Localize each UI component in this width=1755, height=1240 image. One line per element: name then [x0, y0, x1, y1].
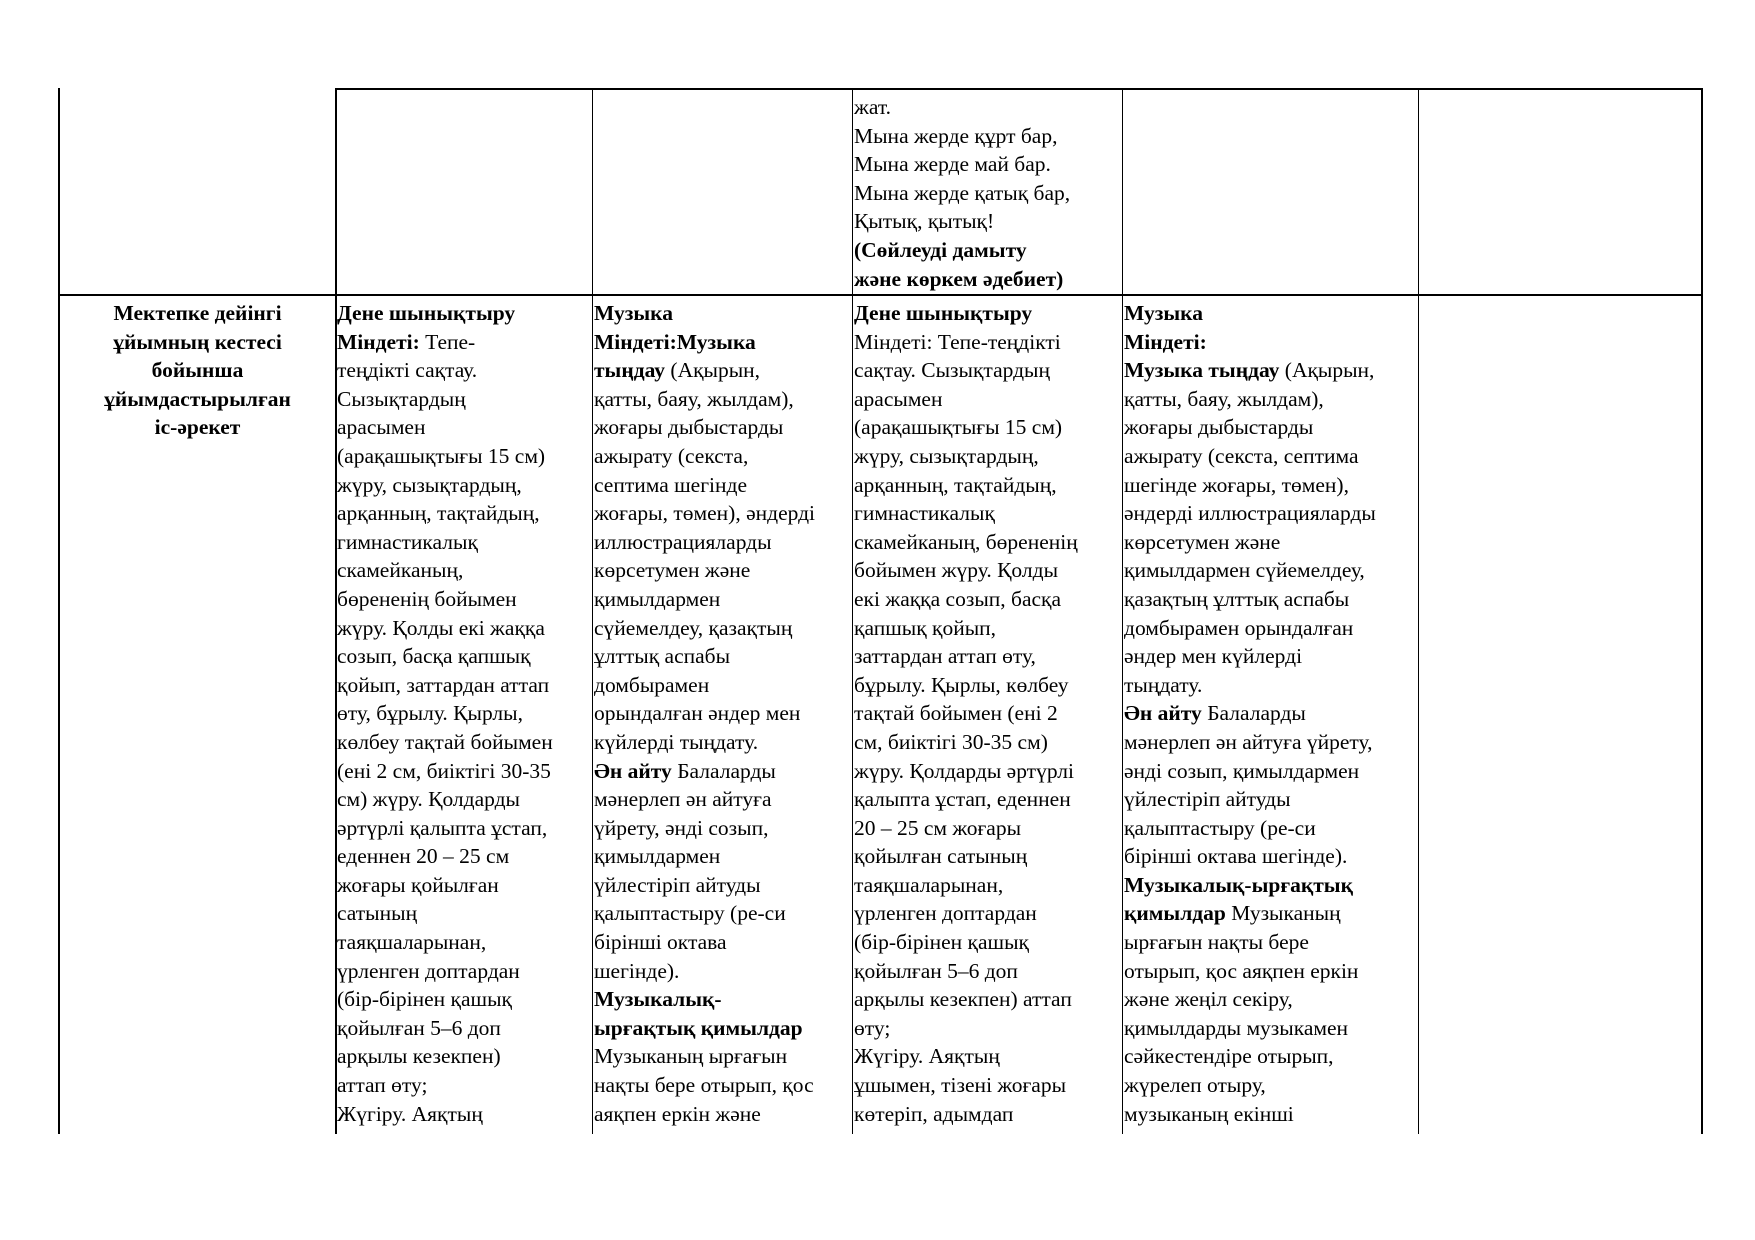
header-line-2: ұйымның кестесі [113, 329, 282, 354]
cell-line [594, 585, 815, 614]
cell-line [337, 842, 553, 871]
text: (Ақырын, [665, 358, 761, 383]
text: гимнастикалық [854, 501, 995, 526]
cell-line [594, 1042, 815, 1071]
text: Мына жерде май бар. [854, 152, 1051, 177]
text: үйлестіріп айтуды [594, 872, 761, 897]
bold-text: Ән айту [1124, 701, 1202, 726]
cell-line [1124, 642, 1376, 671]
cell-line [337, 671, 553, 700]
row2-col5-cell [1124, 299, 1376, 1128]
text: бірінші октава [594, 930, 727, 955]
cell-line [594, 1100, 815, 1129]
text: ажырату (секста, септима [1124, 443, 1359, 468]
cell-line [854, 871, 1078, 900]
text: таяқшаларынан, [854, 872, 1004, 897]
text: үрленген доптардан [337, 958, 520, 983]
cell-line [1124, 614, 1376, 643]
cell-line [594, 471, 815, 500]
text: көтеріп, адымдап [854, 1101, 1014, 1126]
table-border-right [1701, 88, 1703, 1134]
bold-text: Міндеті: [337, 329, 420, 354]
text: тыңдату. [1124, 672, 1203, 697]
cell-line [594, 757, 815, 786]
text: сәйкестендіре отырып, [1124, 1044, 1334, 1069]
cell-line [854, 1014, 1078, 1043]
text: үрленген доптардан [854, 901, 1037, 926]
cell-line [337, 528, 553, 557]
cell-line [337, 299, 553, 328]
cell-line [337, 1100, 553, 1129]
text: Жүгіру. Аяқтың [854, 1044, 1000, 1069]
cell-line [594, 442, 815, 471]
cell-line [1124, 671, 1376, 700]
cell-line [1124, 442, 1376, 471]
text: қатты, баяу, жылдам), [594, 386, 794, 411]
cell-line [854, 179, 1070, 208]
cell-line [594, 785, 815, 814]
text: (арақашықтығы 15 см) [854, 415, 1063, 440]
cell-line [594, 1071, 815, 1100]
text: Мына жерде құрт бар, [854, 123, 1058, 148]
cell-line [594, 328, 815, 357]
cell-line [854, 385, 1078, 414]
text: см, биіктігі 30-35 см) [854, 729, 1048, 754]
cell-line [594, 642, 815, 671]
header-line-1: Мектепке дейінгі [113, 301, 282, 325]
cell-line [594, 899, 815, 928]
cell-line [1124, 699, 1376, 728]
cell-line [854, 671, 1078, 700]
text: көрсетумен және [1124, 529, 1281, 554]
text: музыканың екінші [1124, 1101, 1294, 1126]
text: үйлестіріп айтуды [1124, 787, 1291, 812]
cell-line [337, 1042, 553, 1071]
cell-line [337, 814, 553, 843]
column-divider-5 [1418, 88, 1419, 1134]
cell-line [594, 1014, 815, 1043]
cell-line [854, 328, 1078, 357]
text: сүйемелдеу, қазақтың [594, 615, 793, 640]
cell-line [1124, 957, 1376, 986]
text: отырып, қос аяқпен еркін [1124, 958, 1359, 983]
text: қойылған 5–6 доп [854, 958, 1018, 983]
text: қойылған 5–6 доп [337, 1015, 501, 1040]
text: көрсетумен және [594, 558, 751, 583]
text: жоғары дыбыстарды [594, 415, 784, 440]
text: қимылдарды музыкамен [1124, 1015, 1349, 1040]
text: әртүрлі қалыпта ұстап, [337, 815, 548, 840]
text: шегінде). [594, 958, 680, 983]
cell-line [854, 356, 1078, 385]
cell-line [1124, 814, 1376, 843]
text: 20 – 25 см жоғары [854, 815, 1022, 840]
text: гимнастикалық [337, 529, 478, 554]
column-divider-2 [592, 88, 593, 1134]
text: (арақашықтығы 15 см) [337, 443, 546, 468]
text: қазақтың ұлттық аспабы [1124, 586, 1350, 611]
text: қойылған сатының [854, 844, 1028, 869]
text: ұлттық аспабы [594, 644, 731, 669]
bold-text: ырғақтық қимылдар [594, 1015, 803, 1040]
cell-line [854, 93, 1070, 122]
text: қалыптастыру (ре-си [594, 901, 786, 926]
text: Балаларды [1201, 701, 1306, 726]
cell-line [594, 385, 815, 414]
text: теңдікті сақтау. [337, 358, 478, 383]
cell-line [854, 442, 1078, 471]
cell-line [1124, 842, 1376, 871]
text: жүрелеп отыру, [1124, 1073, 1266, 1098]
text: қатты, баяу, жылдам), [1124, 386, 1324, 411]
text: қалыптастыру (ре-си [1124, 815, 1316, 840]
text: аттап өту; [337, 1073, 428, 1098]
cell-line [854, 614, 1078, 643]
text: жоғары қойылған [337, 872, 499, 897]
cell-line [337, 442, 553, 471]
text: Музыканың [1225, 901, 1341, 926]
text: ұшымен, тізені жоғары [854, 1073, 1067, 1098]
cell-line [1124, 471, 1376, 500]
bold-text: Міндеті: [1124, 329, 1207, 354]
text: қойып, заттардан аттап [337, 672, 550, 697]
text: скамейканың, бөрененің [854, 529, 1078, 554]
table-row1-top-border [335, 88, 1703, 90]
text: қапшық қойып, [854, 615, 997, 640]
text: қимылдармен [594, 844, 721, 869]
cell-line [594, 299, 815, 328]
text: өту; [854, 1015, 891, 1040]
bold-text: Міндеті:Музыка [594, 329, 756, 354]
bold-text: Музыка [1124, 301, 1203, 325]
cell-line [1124, 985, 1376, 1014]
cell-line [1124, 1071, 1376, 1100]
cell-line [337, 1071, 553, 1100]
text: бұрылу. Қырлы, көлбеу [854, 672, 1069, 697]
cell-line [854, 642, 1078, 671]
cell-line [854, 699, 1078, 728]
text: заттардан аттап өту, [854, 644, 1036, 669]
cell-line [854, 842, 1078, 871]
text: Міндеті: Тепе-теңдікті [854, 329, 1061, 354]
cell-line [1124, 499, 1376, 528]
table-border-left [58, 88, 60, 1134]
cell-line [337, 699, 553, 728]
text: иллюстрацияларды [594, 529, 772, 554]
header-line-3: бойынша [151, 358, 244, 383]
text: күйлерді тыңдату. [594, 729, 759, 754]
text: арасымен [854, 386, 943, 411]
cell-line [337, 614, 553, 643]
cell-line [1124, 1100, 1376, 1129]
cell-line [337, 757, 553, 786]
cell-line [594, 699, 815, 728]
cell-line [1124, 556, 1376, 585]
cell-line [594, 499, 815, 528]
cell-line [854, 1042, 1078, 1071]
column-divider-3 [852, 88, 853, 1134]
text: септима шегінде [594, 472, 748, 497]
header-line-5: іс-әрекет [154, 415, 241, 440]
bold-text: Музыкалық- [594, 987, 722, 1012]
text: арқанның, тақтайдың, [854, 472, 1057, 497]
text: Балаларды [671, 758, 776, 783]
text: Музыканың ырғағын [594, 1044, 788, 1069]
cell-line [594, 356, 815, 385]
text: жоғары дыбыстарды [1124, 415, 1314, 440]
bold-text: Музыка тыңдау [1124, 358, 1280, 383]
cell-line [1124, 785, 1376, 814]
cell-line [1124, 1014, 1376, 1043]
text: (бір-бірінен қашық [337, 987, 512, 1012]
text: орындалған әндер мен [594, 701, 801, 726]
text: созып, басқа қапшық [337, 644, 531, 669]
row2-col2-cell [337, 299, 553, 1128]
text: жүру. Қолды екі жаққа [337, 615, 545, 640]
cell-line [1124, 299, 1376, 328]
text: және жеңіл секіру, [1124, 987, 1293, 1012]
text: қалыпта ұстап, еденнен [854, 787, 1071, 812]
cell-line [854, 1071, 1078, 1100]
text: жүру, сызықтардың, [854, 443, 1039, 468]
text: әндер мен күйлерді [1124, 644, 1303, 669]
cell-line [594, 728, 815, 757]
text: Тепе- [419, 329, 476, 354]
cell-line [854, 207, 1070, 236]
cell-line [1124, 728, 1376, 757]
cell-line [337, 785, 553, 814]
cell-line [337, 957, 553, 986]
cell-line [1124, 385, 1376, 414]
text: домбырамен орындалған [1124, 615, 1354, 640]
text: (Ақырын, [1279, 358, 1375, 383]
cell-line [854, 528, 1078, 557]
bold-text: Ән айту [594, 758, 672, 783]
cell-line [1124, 528, 1376, 557]
cell-line [594, 556, 815, 585]
cell-line [854, 985, 1078, 1014]
cell-line [1124, 356, 1376, 385]
text: домбырамен [594, 672, 710, 697]
cell-line [337, 556, 553, 585]
text: екі жаққа созып, басқа [854, 586, 1062, 611]
text: Сызықтардың [337, 386, 466, 411]
text: мәнерлеп ән айтуға үйрету, [1124, 729, 1373, 754]
cell-line [337, 728, 553, 757]
cell-line [1124, 1042, 1376, 1071]
bold-text: қимылдар [1124, 901, 1226, 926]
cell-line [854, 556, 1078, 585]
text: арқылы кезекпен) [337, 1044, 501, 1069]
text: арқанның, тақтайдың, [337, 501, 540, 526]
bold-text: тыңдау [594, 358, 666, 383]
cell-line [854, 499, 1078, 528]
cell-line [337, 1014, 553, 1043]
cell-line [1124, 413, 1376, 442]
bold-text: Музыкалық-ырғақтық [1124, 872, 1353, 897]
cell-line [337, 985, 553, 1014]
cell-line [854, 1100, 1078, 1129]
cell-line [594, 957, 815, 986]
cell-line [854, 122, 1070, 151]
text: (бір-бірінен қашық [854, 930, 1029, 955]
cell-line [594, 842, 815, 871]
cell-line [337, 871, 553, 900]
text: мәнерлеп ән айтуға [594, 787, 772, 812]
text: Жүгіру. Аяқтың [337, 1101, 483, 1126]
text: бірінші октава шегінде). [1124, 844, 1348, 869]
cell-line [854, 814, 1078, 843]
cell-line [854, 150, 1070, 179]
text: ырғағын нақты бере [1124, 930, 1309, 955]
text: қимылдармен сүйемелдеу, [1124, 558, 1365, 583]
row2-col4-cell [854, 299, 1078, 1128]
cell-line [1124, 585, 1376, 614]
text: Мына жерде қатық бар, [854, 180, 1071, 205]
text: ажырату (секста, [594, 443, 749, 468]
row2-col3-cell [594, 299, 815, 1128]
cell-line [854, 785, 1078, 814]
cell-line [854, 899, 1078, 928]
text: жат. [854, 95, 891, 119]
cell-line [337, 585, 553, 614]
header-line-4: ұйымдастырылған [104, 386, 291, 411]
text: өту, бұрылу. Қырлы, [337, 701, 523, 726]
text: арасымен [337, 415, 426, 440]
cell-line [854, 265, 1070, 294]
cell-line [854, 299, 1078, 328]
column-divider-4 [1122, 88, 1123, 1134]
cell-line [337, 499, 553, 528]
text: жоғары, төмен), әндерді [594, 501, 815, 526]
cell-line [854, 585, 1078, 614]
cell-line [594, 614, 815, 643]
cell-line [594, 814, 815, 843]
cell-line [1124, 757, 1376, 786]
bold-text: Дене шынықтыру [854, 301, 1033, 325]
text: сақтау. Сызықтардың [854, 358, 1050, 383]
bold-text: Дене шынықтыру [337, 301, 516, 325]
text: бөрененің бойымен [337, 586, 517, 611]
cell-line [854, 413, 1078, 442]
cell-line [854, 957, 1078, 986]
text: үйрету, әнді созып, [594, 815, 769, 840]
text: көлбеу тақтай бойымен [337, 729, 553, 754]
text: таяқшаларынан, [337, 930, 487, 955]
text: аяқпен еркін және [594, 1101, 761, 1126]
cell-line [854, 236, 1070, 265]
cell-line [337, 899, 553, 928]
cell-line [854, 471, 1078, 500]
cell-line [594, 985, 815, 1014]
bold-text: және көркем әдебиет) [854, 266, 1064, 291]
cell-line [337, 413, 553, 442]
cell-line [854, 728, 1078, 757]
cell-line [1124, 899, 1376, 928]
cell-line [337, 928, 553, 957]
bold-text: Музыка [594, 301, 673, 325]
cell-line [337, 328, 553, 357]
text: әнді созып, қимылдармен [1124, 758, 1360, 783]
cell-line [337, 356, 553, 385]
cell-line [1124, 328, 1376, 357]
cell-line [594, 871, 815, 900]
cell-line [337, 642, 553, 671]
text: жүру, сызықтардың, [337, 472, 522, 497]
text: скамейканың, [337, 558, 464, 583]
text: нақты бере отырып, қос [594, 1073, 814, 1098]
text: жүру. Қолдарды әртүрлі [854, 758, 1074, 783]
cell-line [594, 671, 815, 700]
cell-line [1124, 871, 1376, 900]
cell-line [594, 928, 815, 957]
text: әндерді иллюстрацияларды [1124, 501, 1376, 526]
text: шегінде жоғары, төмен), [1124, 472, 1349, 497]
text: (ені 2 см, биіктігі 30-35 [337, 758, 551, 783]
cell-line [337, 385, 553, 414]
cell-line [854, 757, 1078, 786]
text: сатының [337, 901, 418, 926]
text: арқылы кезекпен) аттап [854, 987, 1072, 1012]
text: см) жүру. Қолдарды [337, 787, 520, 812]
row1-col4-cell [854, 93, 1070, 293]
table-row-divider [58, 294, 1703, 296]
cell-line [594, 528, 815, 557]
text: Қытық, қытық! [854, 209, 995, 234]
text: еденнен 20 – 25 см [337, 844, 510, 869]
bold-text: (Сөйлеуді дамыту [854, 237, 1027, 262]
cell-line [594, 413, 815, 442]
row2-header-cell [60, 299, 335, 442]
text: қимылдармен [594, 586, 721, 611]
cell-line [337, 471, 553, 500]
text: бойымен жүру. Қолды [854, 558, 1059, 583]
text: тақтай бойымен (ені 2 [854, 701, 1058, 726]
cell-line [1124, 928, 1376, 957]
cell-line [854, 928, 1078, 957]
